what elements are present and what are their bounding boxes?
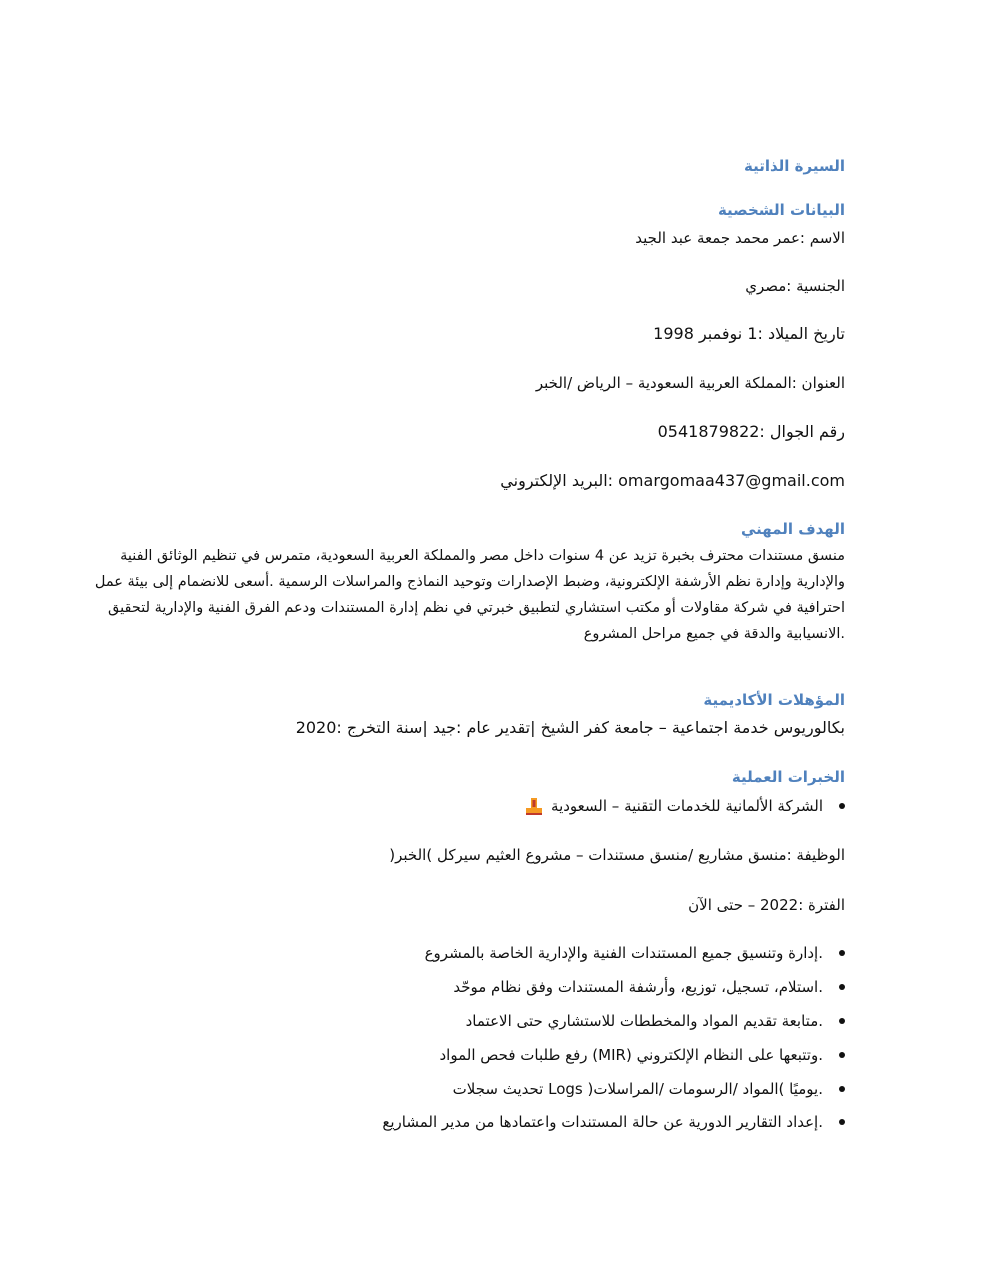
bullet-icon	[839, 803, 845, 809]
duty-text: .استلام، تسجيل، توزيع، وأرشفة المستندات وفق نظام موحّد	[453, 978, 823, 996]
duty-text: .إعداد التقارير الدورية عن حالة المستندات واعتمادها من مدير المشاريع	[382, 1113, 823, 1131]
company-name: الشركة الألمانية للخدمات التقنية – السعودية	[551, 797, 823, 815]
objective-paragraph	[94, 543, 845, 647]
nationality-line: الجنسية :مصري	[745, 277, 845, 295]
objective-line: احترافية في شركة مقاولات أو مكتب استشاري لتطبيق خبرتي في نظم إدارة المستندات ودعم الفرق الفنية والإدارية لتحقيق	[108, 600, 845, 616]
phone-line: رقم الجوال :0541879822	[657, 422, 845, 441]
duty-text: .يوميًا )المواد /الرسومات /المراسلات( Logs تحديث سجلات	[452, 1080, 823, 1098]
duty-item	[439, 1045, 845, 1065]
duty-item	[382, 1112, 845, 1132]
job-line: الوظيفة :منسق مشاريع /منسق مستندات – مشروع العثيم سيركل )الخبر(	[389, 846, 845, 864]
bullet-icon	[839, 1052, 845, 1058]
bullet-icon	[839, 1018, 845, 1024]
duty-item	[425, 943, 845, 963]
objective-heading: الهدف المهني	[740, 520, 845, 538]
duty-item	[453, 977, 845, 997]
objective-line: والإدارية وإدارة نظم الأرشفة الإلكترونية، وضبط الإصدارات وتوحيد النماذج والمراسلات الرسمية .أسعى للانضمام إلى بيئة عمل	[94, 574, 845, 590]
birth-line: تاريخ الميلاد :1 نوفمبر 1998	[653, 324, 845, 343]
address-line: العنوان :المملكة العربية السعودية – الرياض /الخبر	[535, 374, 845, 392]
document-title: السيرة الذاتية	[743, 157, 845, 175]
duty-item	[453, 1079, 845, 1099]
objective-line: .الانسيابية والدقة في جميع مراحل المشروع	[583, 626, 845, 642]
email-line: omargomaa437@gmail.com :البريد الإلكتروني	[500, 471, 845, 490]
duty-text: .وتتبعها على النظام الإلكتروني (MIR) رفع طلبات فحص المواد	[439, 1046, 823, 1064]
objective-line: منسق مستندات محترف بخبرة تزيد عن 4 سنوات داخل مصر والمملكة العربية السعودية، متمرس في تنظيم الوثائق الفنية	[120, 548, 845, 564]
duty-text: .إدارة وتنسيق جميع المستندات الفنية والإدارية الخاصة بالمشروع	[424, 944, 823, 962]
duty-text: .متابعة تقديم المواد والمخططات للاستشاري حتى الاعتماد	[465, 1012, 823, 1030]
bullet-icon	[839, 984, 845, 990]
company-logo-icon	[525, 796, 543, 816]
bullet-icon	[839, 1086, 845, 1092]
education-line: بكالوريوس خدمة اجتماعية – جامعة كفر الشيخ |تقدير عام :جيد |سنة التخرج :2020	[295, 718, 845, 737]
bullet-icon	[839, 1119, 845, 1125]
period-line: الفترة :2022 – حتى الآن	[688, 896, 845, 914]
name-line: الاسم :عمر محمد جمعة عبد الجيد	[635, 229, 845, 247]
duty-item	[466, 1011, 845, 1031]
education-heading: المؤهلات الأكاديمية	[703, 691, 845, 709]
personal-heading: البيانات الشخصية	[717, 201, 845, 219]
bullet-icon	[839, 950, 845, 956]
experience-heading: الخبرات العملية	[731, 768, 845, 786]
company-bullet	[525, 796, 845, 816]
